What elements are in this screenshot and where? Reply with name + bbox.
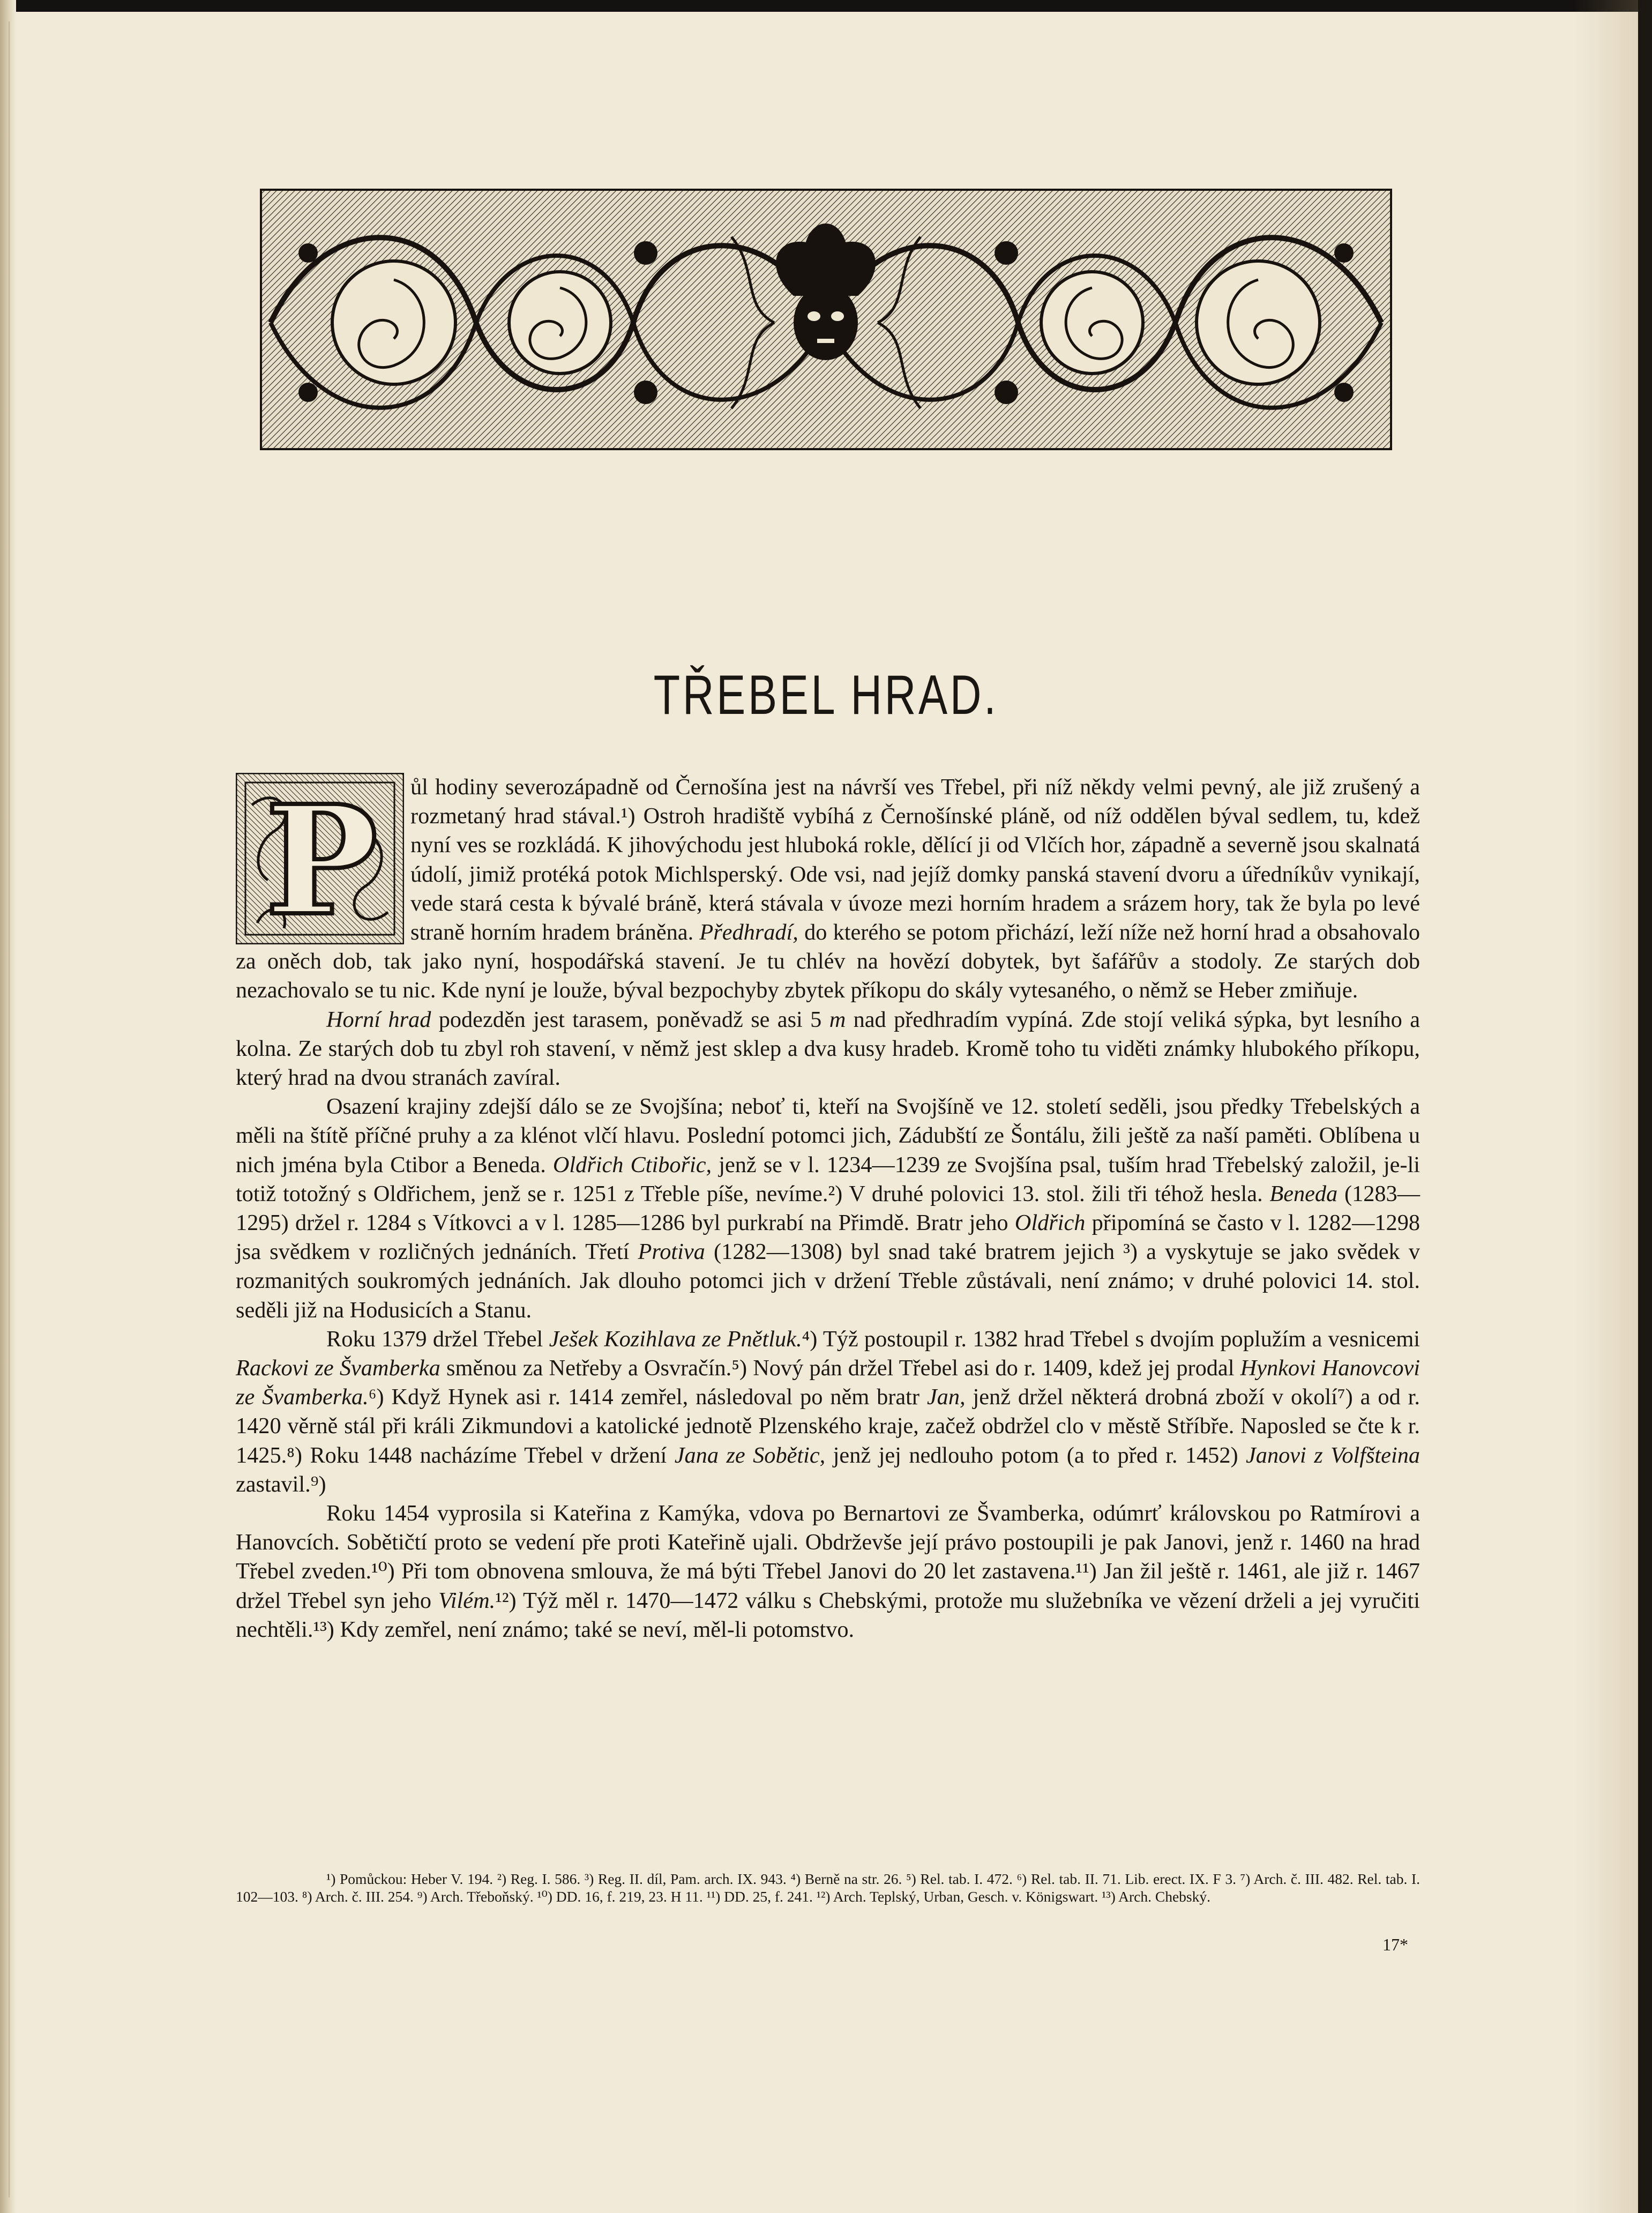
- text-run: Roku 1454 vyprosila si Kateřina z Kamýka, vdova po Bernartovi ze Švamberka, odúmrť královskou po Ratmírovi a Hanovcích. Sobětičtí proto se vedení pře proti Kateřině ujali. Obdrževše její právo postoupili je pak Janovi, jenž r. 1460 na hrad Třebel zveden.¹⁰) Při tom obnovena smlouva, že má býti Třebel Janovi do 20 let zastavena.¹¹) Jan žil ještě r. 1461, ale již r. 1467 držel Třebel syn jeho: [236, 1501, 1420, 1613]
- italic-text-run: Oldřich: [1014, 1210, 1086, 1236]
- italic-text-run: Oldřich Ctibořic,: [552, 1152, 712, 1178]
- footnotes-text: ¹) Pomůckou: Heber V. 194. ²) Reg. I. 586. ³) Reg. II. díl, Pam. arch. IX. 943. ⁴) Berně na str. 26. ⁵) Rel. tab. I. 472. ⁶) Rel. tab. II. 71. Lib. erect. IX. F 3. ⁷) Arch. č. III. 482. Rel. tab. I. 102—103. ⁸) Arch. č. III. 254. ⁹) Arch. Třeboňský. ¹⁰) DD. 16, f. 219, 23. H 11. ¹¹) DD. 25, f. 241. ¹²) Arch. Teplský, Urban, Gesch. v. Königswart. ¹³) Arch. Chebský.: [236, 1871, 1420, 1905]
- italic-text-run: Jana ze Sobětic,: [674, 1442, 826, 1468]
- body-paragraph: [236, 1005, 1420, 1093]
- text-run: (1282—1308) byl snad také bratrem jejich ³) a vyskytuje se jako svědek v rozmanitých soukromých jednáních. Jak dlouho potomci jich v držení Třeble zůstávali, není známo; v druhé polovici 14. stol. seděli již na Hodusicích a Stanu.: [236, 1239, 1420, 1323]
- text-run: směnou za Netřeby a Osvračín.⁵) Nový pán držel Třebel asi do r. 1409, kdež jej prodal: [440, 1355, 1240, 1381]
- decorated-initial-p: [236, 773, 404, 944]
- printer-signature: 17*: [1382, 1935, 1408, 1954]
- text-run: jenž jej nedlouho potom (a to před r. 1452): [825, 1442, 1246, 1468]
- italic-text-run: Předhradí,: [699, 920, 798, 945]
- text-run: ⁶) Když Hynek asi r. 1414 zemřel, následoval po něm bratr: [368, 1384, 927, 1410]
- text-run: Roku 1379 držel Třebel: [326, 1326, 549, 1352]
- left-fold-line: [9, 21, 10, 2197]
- body-paragraph: [236, 773, 1420, 1005]
- text-run: Osazení krajiny zdejší dálo se ze Svojšína; neboť ti, kteří na Svojšíně ve 12. století seděli, jsou předky Třebelských a měli na štítě příčné pruhy a za klénot vlčí hlavu. Poslední potomci jich, Zádubští ze Šontálu, žili ještě za naší paměti. Oblíbena u nich jména byla Ctibor a Beneda.: [236, 1094, 1420, 1178]
- text-run: ⁴) Týž postoupil r. 1382 hrad Třebel s dvojím poplužím a vesnicemi: [802, 1326, 1421, 1352]
- page-title: TŘEBEL HRAD.: [653, 664, 999, 726]
- page-edge-stain: [1574, 0, 1638, 2213]
- top-scan-border: [0, 0, 1652, 12]
- italic-text-run: Janovi z Volfšteina: [1246, 1442, 1420, 1468]
- dropcap-letter: P: [265, 773, 378, 944]
- text-run: připomíná se často v l. 1282—1298 jsa svědkem v rozličných jednáních. Třetí: [236, 1210, 1420, 1265]
- article-body: [236, 773, 1420, 1644]
- text-run: nad předhradím vypíná. Zde stojí veliká sýpka, byt lesního a kolna. Ze starých dob tu zbyl roh stavení, v němž jest sklep a dva kusy hradeb. Kromě toho tu viděti známky hlubokého příkopu, který hrad na dvou stranách zavíral.: [236, 1007, 1420, 1091]
- italic-text-run: Hynkovi Hanovcovi ze Švamberka.: [236, 1355, 1420, 1410]
- italic-text-run: Rackovi ze Švamberka: [236, 1355, 440, 1381]
- text-run: ¹²) Týž měl r. 1470—1472 válku s Chebskými, protože mu služebníka ve vězení drželi a jej vyručiti nechtěli.¹³) Kdy zemřel, není známo; také se neví, měl-li potomstvo.: [236, 1588, 1420, 1642]
- text-run: (1283—1295) držel r. 1284 s Vítkovci a v l. 1285—1286 byl purkrabí na Přimdě. Bratr jeho: [236, 1181, 1420, 1236]
- italic-text-run: Jan,: [926, 1384, 966, 1410]
- italic-text-run: Horní hrad: [326, 1007, 431, 1032]
- text-run: podezděn jest tarasem, poněvadž se asi 5: [431, 1007, 829, 1032]
- body-paragraph: [236, 1325, 1420, 1499]
- body-paragraph: [236, 1092, 1420, 1325]
- text-run: jenž držel některá drobná zboží v okolí⁷) a od r. 1420 věrně stál při králi Zikmundovi a katolické jednotě Plzenského kraje, začež obdržel clo v městě Stříbře. Naposled se čte k r. 1425.⁸) Roku 1448 nacházíme Třebel v držení: [236, 1384, 1421, 1468]
- italic-text-run: Protiva: [638, 1239, 705, 1265]
- footnotes: [236, 1871, 1420, 1905]
- text-run: jenž se v l. 1234—1239 ze Svojšína psal, tuším hrad Třebelský založil, je-li totiž totožný s Oldřichem, jenž se r. 1251 z Třeble píše, nevíme.²) V druhé polovici 13. stol. žili tři téhož hesla.: [236, 1152, 1420, 1206]
- italic-text-run: m: [829, 1007, 846, 1032]
- floral-ornament-headpiece: [260, 189, 1392, 450]
- italic-text-run: Vilém.: [438, 1588, 496, 1613]
- text-run: do kterého se potom přichází, leží níže než horní hrad a obsahovalo za oněch dob, tak jako nyní, hospodářská stavení. Je tu chlév na hovězí dobytek, byt šafářův a stodoly. Ze starých dob nezachovalo se tu nic. Kde nyní je louže, býval bezpochyby zbytek příkopu do skály vytesaného, o němž se Heber zmiňuje.: [236, 920, 1420, 1003]
- right-scan-border: [1638, 0, 1652, 2213]
- text-run: ůl hodiny severozápadně od Černošína jest na návrší ves Třebel, při níž někdy velmi pevný, ale již zrušený a rozmetaný hrad stával.¹) Ostroh hradiště vybíhá z Černošínské pláně, od níž oddělen býval sedlem, tu, kdež nyní ves se rozkládá. K jihovýchodu jest hluboká rokle, dělící ji od Vlčích hor, západně a severně jsou skalnatá údolí, jimiž protéká potok Michlsperský. Ode vsi, nad jejíž domky panská stavení dvoru a úředníkův vynikají, vede stará cesta k bývalé bráně, která stávala v úvoze mezi horním hradem a srázem hory, tak že byla po levé straně horním hradem bráněna.: [410, 774, 1420, 945]
- text-run: zastavil.⁹): [236, 1471, 326, 1497]
- left-page-edge: [0, 0, 16, 2213]
- body-paragraph: [236, 1499, 1420, 1644]
- italic-text-run: Ješek Kozihlava ze Pnětluk.: [549, 1326, 802, 1352]
- italic-text-run: Beneda: [1269, 1181, 1338, 1206]
